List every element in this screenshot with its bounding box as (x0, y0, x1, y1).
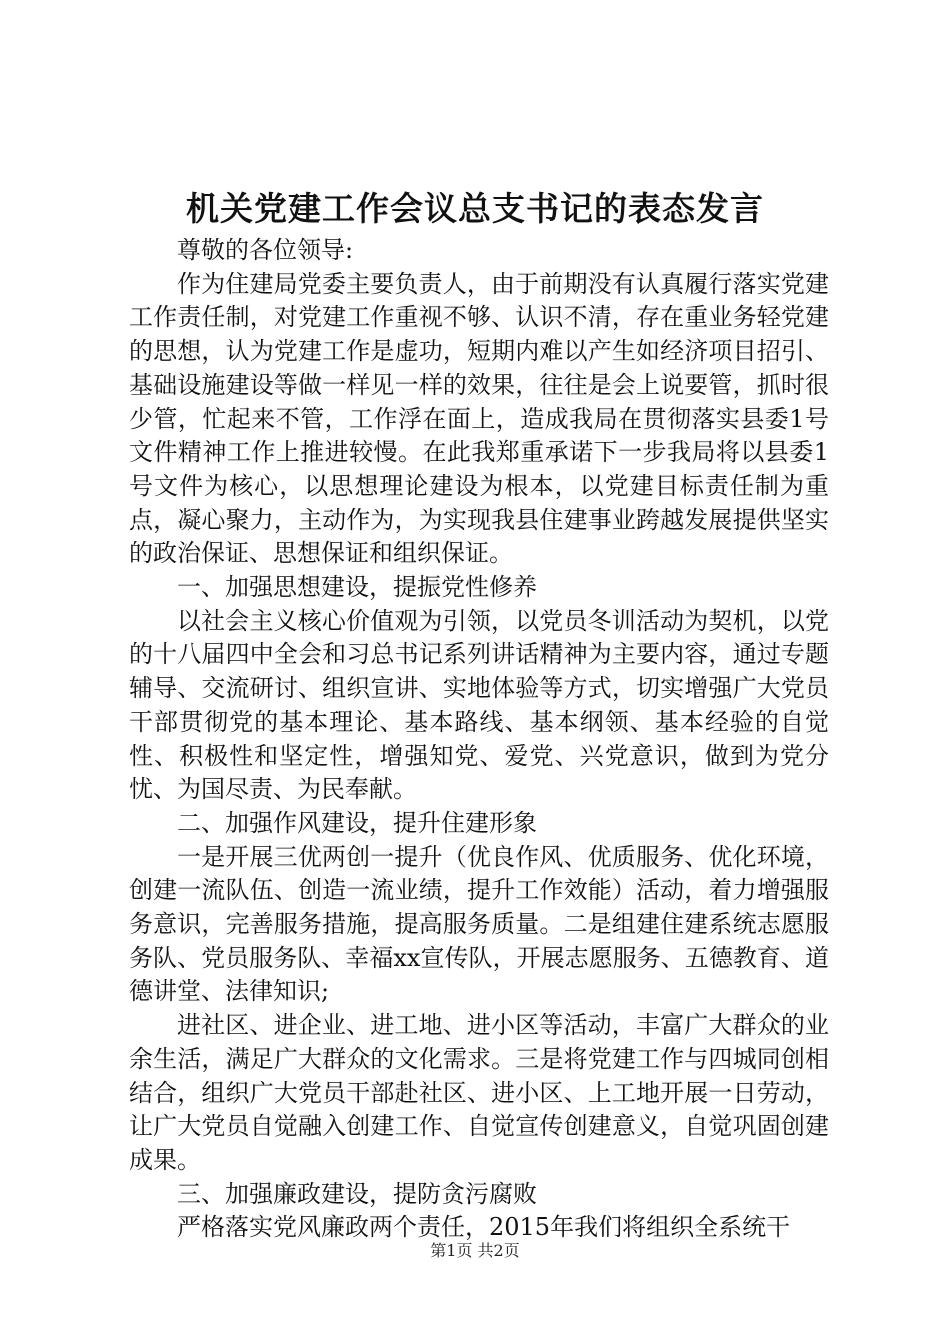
page-footer: 第1页 共2页 (430, 1241, 520, 1260)
document-body (129, 234, 829, 1245)
body-paragraph: 以社会主义核心价值观为引领，以党员冬训活动为契机，以党的十八届四中全会和习总书记系列讲话精神为主要内容，通过专题辅导、交流研讨、组织宣讲、实地体验等方式，切实增强广大党员干部贯彻党的基本理论、基本路线、基本纲领、基本经验的自觉性、积极性和坚定性，增强知党、爱党、兴党意识，做到为党分忧、为国尽责、为民奉献。 (129, 606, 829, 804)
body-paragraph: 一是开展三优两创一提升（优良作风、优质服务、优化环境，创建一流队伍、创造一流业绩，提升工作效能）活动，着力增强服务意识，完善服务措施，提高服务质量。二是组建住建系统志愿服务队、党员服务队、幸福xx宣传队，开展志愿服务、五德教育、道德讲堂、法律知识; (129, 842, 829, 1006)
section-heading: 三、加强廉政建设，提防贪污腐败 (177, 1179, 537, 1208)
salutation: 尊敬的各位领导: (177, 236, 354, 264)
document-title: 机关党建工作会议总支书记的表态发言 (186, 189, 764, 228)
section-heading: 一、加强思想建设，提振党性修养 (177, 573, 537, 602)
body-paragraph: 进社区、进企业、进工地、进小区等活动，丰富广大群众的业余生活，满足广大群众的文化需求。三是将党建工作与四城同创相结合，组织广大党员干部赴社区、进小区、上工地开展一日劳动，让广大党员自觉融入创建工作、自觉宣传创建意义，自觉巩固创建成果。 (129, 1011, 829, 1174)
body-paragraph: 严格落实党风廉政两个责任，2015年我们将组织全系统干 (177, 1213, 791, 1242)
body-paragraph: 作为住建局党委主要负责人，由于前期没有认真履行落实党建工作责任制，对党建工作重视不够、认识不清，存在重业务轻党建的思想，认为党建工作是虚功，短期内难以产生如经济项目招引、基础设施建设等做一样见一样的效果，往往是会上说要管，抓时很少管，忙起来不管，工作浮在面上，造成我局在贯彻落实县委1号文件精神工作上推进较慢。在此我郑重承诺下一步我局将以县委1号文件为核心，以思想理论建设为根本，以党建目标责任制为重点，凝心聚力，主动作为，为实现我县住建事业跨越发展提供坚实的政治保证、思想保证和组织保证。 (129, 269, 829, 568)
section-heading: 二、加强作风建设，提升住建形象 (177, 808, 537, 837)
